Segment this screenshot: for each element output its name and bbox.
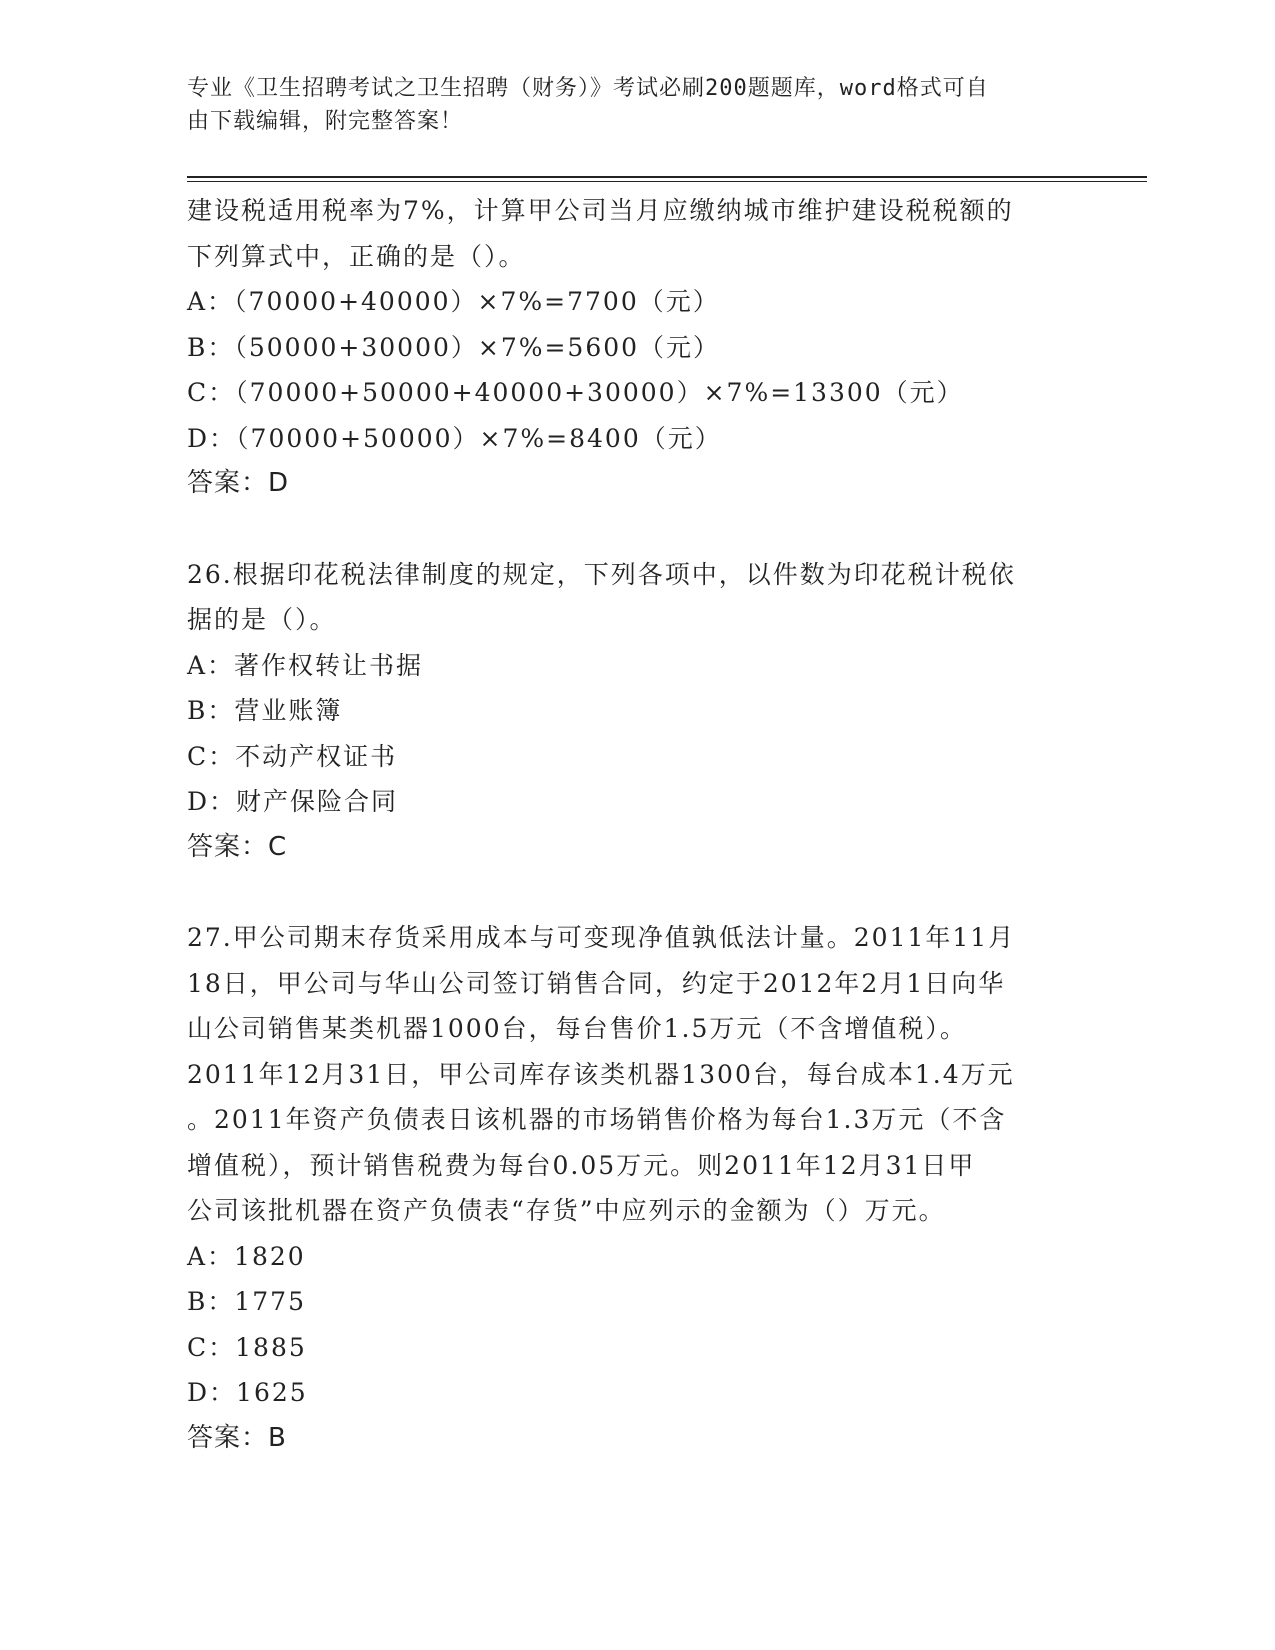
- option-d: D：（70000+50000）×7%=8400（元）: [187, 423, 722, 453]
- option-c: C：（70000+50000+40000+30000）×7%=13300（元）: [187, 378, 964, 407]
- option-d: D：1625: [187, 1378, 308, 1407]
- question-26: [187, 552, 1087, 871]
- question-spacer: [187, 507, 1087, 552]
- answer-line: 答案：C: [187, 831, 288, 862]
- question-text-line: 下列算式中，正确的是（）。: [187, 241, 526, 271]
- document-header: [187, 72, 1067, 138]
- option-c: C：1885: [187, 1332, 307, 1362]
- option-a: A：1820: [187, 1241, 306, 1271]
- header-divider-thick: [187, 176, 1147, 178]
- question-27: [187, 915, 1087, 1461]
- question-text-line: 27.甲公司期末存货采用成本与可变现净值孰低法计量。2011年11月: [187, 923, 1016, 952]
- question-25: [187, 188, 1087, 507]
- header-line-1: 专业《卫生招聘考试之卫生招聘（财务）》考试必刷200题题库，word格式可自: [187, 76, 989, 101]
- option-a: A：著作权转让书据: [187, 650, 424, 680]
- question-text-line: 山公司销售某类机器1000台，每台售价1.5万元（不含增值税）。: [187, 1014, 967, 1043]
- question-text-line: 增值税），预计销售税费为每台0.05万元。则2011年12月31日甲: [187, 1150, 976, 1180]
- question-text-line: 公司该批机器在资产负债表“存货”中应列示的金额为（）万元。: [187, 1196, 946, 1225]
- answer-line: 答案：B: [187, 1422, 287, 1453]
- answer-line: 答案：D: [187, 468, 290, 498]
- option-a: A：（70000+40000）×7%=7700（元）: [187, 287, 720, 316]
- question-text-line: 建设税适用税率为7%，计算甲公司当月应缴纳城市维护建设税税额的: [187, 196, 1014, 225]
- question-text-line: 据的是（）。: [187, 605, 337, 634]
- option-b: B：（50000+30000）×7%=5600（元）: [187, 332, 721, 362]
- option-b: B：1775: [187, 1287, 306, 1316]
- question-spacer: [187, 870, 1087, 915]
- header-line-2: 由下载编辑，附完整答案！: [187, 109, 464, 134]
- option-b: B：营业账簿: [187, 696, 343, 725]
- option-c: C：不动产权证书: [187, 741, 398, 771]
- header-divider-thin: [187, 181, 1147, 182]
- question-text-line: 2011年12月31日，甲公司库存该类机器1300台，每台成本1.4万元: [187, 1059, 1015, 1089]
- question-text-line: 26.根据印花税法律制度的规定，下列各项中，以件数为印花税计税依: [187, 559, 1016, 589]
- question-text-line: 18日，甲公司与华山公司签订销售合同，约定于2012年2月1日向华: [187, 968, 1006, 998]
- question-content: [187, 188, 1087, 1461]
- question-text-line: 。2011年资产负债表日该机器的市场销售价格为每台1.3万元（不含: [187, 1105, 1007, 1134]
- option-d: D：财产保险合同: [187, 787, 399, 816]
